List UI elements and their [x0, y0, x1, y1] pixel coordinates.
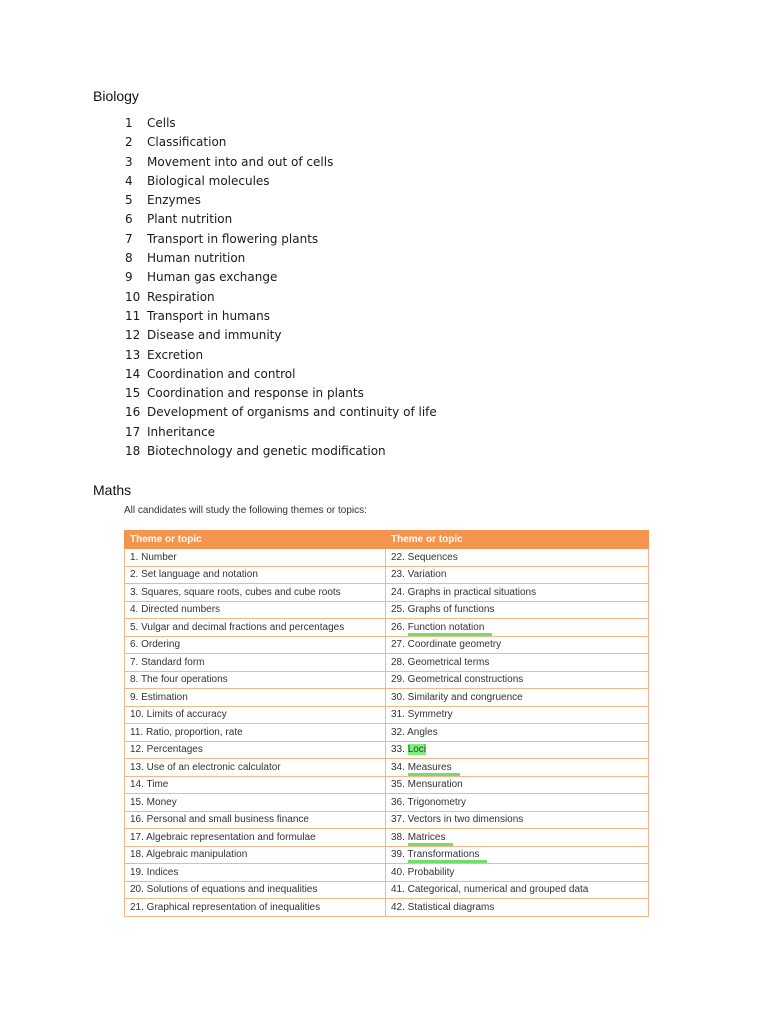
list-item-number: 6 [125, 212, 133, 227]
list-item-number: 17 [125, 424, 141, 439]
table-cell-right: 40. Probability [386, 864, 649, 882]
table-cell-right: 36. Trigonometry [386, 794, 649, 812]
table-row [125, 566, 649, 584]
table-cell-left: 4. Directed numbers [125, 601, 386, 619]
list-item-label: Inheritance [147, 424, 216, 439]
list-item-label: Development of organisms and continuity of life [147, 405, 437, 420]
table-cell-right: 28. Geometrical terms [386, 654, 649, 672]
table-row [125, 759, 649, 777]
table-cell-right [386, 759, 649, 777]
list-item [125, 346, 437, 365]
table-cell-right: 22. Sequences [386, 549, 649, 567]
list-item-label: Coordination and control [147, 366, 296, 381]
topic-number: 34. [391, 761, 408, 773]
list-item-label: Classification [147, 135, 227, 150]
table-cell-left: 3. Squares, square roots, cubes and cube roots [125, 584, 386, 602]
list-item-label: Biotechnology and genetic modification [147, 444, 386, 459]
table-cell-left: 11. Ratio, proportion, rate [125, 724, 386, 742]
list-item-label: Cells [147, 116, 176, 130]
list-item-number: 2 [125, 135, 133, 150]
table-cell-left: 7. Standard form [125, 654, 386, 672]
table-cell-left: 9. Estimation [125, 689, 386, 707]
table-row [125, 584, 649, 602]
topic-number: 38. [391, 831, 408, 843]
list-item-number: 3 [125, 154, 133, 169]
column-header-right: Theme or topic [386, 531, 649, 549]
table-row [125, 794, 649, 812]
list-item [125, 114, 437, 133]
list-item [125, 442, 437, 461]
list-item-label: Biological molecules [147, 173, 270, 188]
list-item [125, 172, 437, 191]
biology-topic-list [125, 114, 437, 461]
table-cell-left: 8. The four operations [125, 671, 386, 689]
table-cell-right: 31. Symmetry [386, 706, 649, 724]
list-item [125, 326, 437, 345]
table-cell-left: 18. Algebraic manipulation [125, 846, 386, 864]
list-item-label: Human gas exchange [147, 270, 278, 285]
table-row [125, 724, 649, 742]
list-item [125, 307, 437, 326]
list-item-label: Transport in flowering plants [147, 231, 319, 246]
table-cell-right: 30. Similarity and congruence [386, 689, 649, 707]
table-row [125, 811, 649, 829]
list-item-number: 1 [125, 116, 133, 130]
list-item-number: 8 [125, 251, 133, 266]
list-item-number: 18 [125, 444, 141, 459]
list-item [125, 384, 437, 403]
list-item-label: Disease and immunity [147, 328, 282, 343]
list-item [125, 153, 437, 172]
table-cell-left: 10. Limits of accuracy [125, 706, 386, 724]
list-item-number: 9 [125, 270, 133, 285]
table-row [125, 829, 649, 847]
table-row [125, 654, 649, 672]
table-cell-right: 41. Categorical, numerical and grouped data [386, 881, 649, 899]
table-cell-left: 15. Money [125, 794, 386, 812]
table-cell-left: 20. Solutions of equations and inequalities [125, 881, 386, 899]
table-row [125, 636, 649, 654]
table-row [125, 864, 649, 882]
table-row [125, 689, 649, 707]
underlined-topic: Transformations [408, 849, 488, 863]
list-item-label: Plant nutrition [147, 212, 233, 227]
table-cell-right: 25. Graphs of functions [386, 601, 649, 619]
table-cell-left: 6. Ordering [125, 636, 386, 654]
underlined-topic: Function notation [408, 622, 493, 636]
table-cell-left: 13. Use of an electronic calculator [125, 759, 386, 777]
table-cell-right [386, 846, 649, 864]
column-header-left: Theme or topic [125, 531, 386, 549]
table-cell-left: 5. Vulgar and decimal fractions and percentages [125, 619, 386, 637]
maths-intro: All candidates will study the following themes or topics: [124, 505, 367, 516]
table-row [125, 671, 649, 689]
table-cell-right: 24. Graphs in practical situations [386, 584, 649, 602]
table-row [125, 776, 649, 794]
table-cell-left: 1. Number [125, 549, 386, 567]
table-cell-right: 27. Coordinate geometry [386, 636, 649, 654]
table-row [125, 706, 649, 724]
table-cell-right: 42. Statistical diagrams [386, 899, 649, 917]
table-cell-left: 21. Graphical representation of inequalities [125, 899, 386, 917]
table-cell-right: 37. Vectors in two dimensions [386, 811, 649, 829]
list-item-number: 13 [125, 347, 141, 362]
table-header-row [125, 531, 649, 549]
table-cell-left: 19. Indices [125, 864, 386, 882]
table-cell-right: 29. Geometrical constructions [386, 671, 649, 689]
table-row [125, 741, 649, 759]
list-item [125, 365, 437, 384]
table-cell-right: 23. Variation [386, 566, 649, 584]
table-row [125, 619, 649, 637]
list-item-number: 7 [125, 231, 133, 246]
list-item-number: 15 [125, 386, 141, 401]
list-item-label: Coordination and response in plants [147, 386, 364, 401]
topic-number: 26. [391, 621, 408, 633]
list-item-number: 16 [125, 405, 141, 420]
list-item [125, 191, 437, 210]
table-cell-left: 17. Algebraic representation and formulae [125, 829, 386, 847]
table-cell-left: 12. Percentages [125, 741, 386, 759]
underlined-topic: Measures [408, 762, 460, 776]
table-cell-left: 2. Set language and notation [125, 566, 386, 584]
list-item-label: Respiration [147, 289, 215, 304]
highlighted-topic: Loci [407, 744, 427, 756]
list-item-label: Excretion [147, 347, 204, 362]
list-item-number: 10 [125, 289, 141, 304]
list-item-number: 4 [125, 173, 133, 188]
table-cell-right: 35. Mensuration [386, 776, 649, 794]
list-item [125, 403, 437, 422]
list-item [125, 249, 437, 268]
list-item [125, 133, 437, 152]
list-item [125, 423, 437, 442]
biology-heading: Biology [93, 88, 139, 104]
table-row [125, 549, 649, 567]
table-row [125, 881, 649, 899]
table-row [125, 846, 649, 864]
underlined-topic: Matrices [408, 832, 454, 846]
topic-number: 39. [391, 849, 408, 861]
list-item-label: Human nutrition [147, 251, 246, 266]
table-cell-right: 32. Angles [386, 724, 649, 742]
list-item-label: Transport in humans [147, 308, 270, 323]
list-item-number: 11 [125, 308, 141, 323]
list-item-number: 5 [125, 193, 133, 208]
table-cell-right [386, 619, 649, 637]
table-cell-right [386, 829, 649, 847]
list-item [125, 288, 437, 307]
list-item-label: Enzymes [147, 193, 201, 208]
list-item-label: Movement into and out of cells [147, 154, 334, 169]
list-item [125, 210, 437, 229]
table-row [125, 601, 649, 619]
list-item-number: 12 [125, 328, 141, 343]
maths-heading: Maths [93, 482, 132, 498]
topic-number: 33. [391, 744, 408, 756]
table-cell-left: 16. Personal and small business finance [125, 811, 386, 829]
list-item-number: 14 [125, 366, 141, 381]
maths-topics-table [124, 530, 649, 917]
table-cell-right [386, 741, 649, 759]
list-item [125, 230, 437, 249]
list-item [125, 268, 437, 287]
table-row [125, 899, 649, 917]
table-cell-left: 14. Time [125, 776, 386, 794]
